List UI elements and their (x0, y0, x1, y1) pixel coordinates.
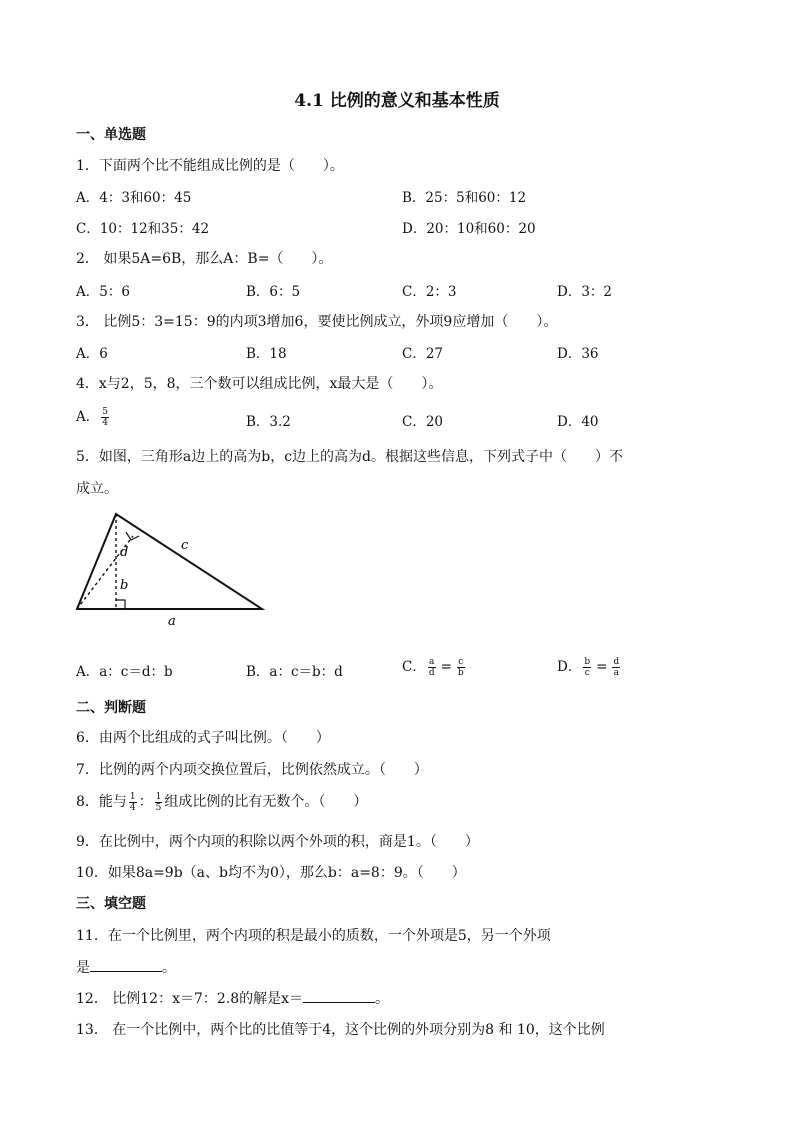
question-12 (76, 988, 389, 1008)
question-2-option-b: B．6：5 (246, 284, 301, 300)
fraction-denominator: 5 (155, 802, 162, 813)
question-5-option-d (557, 655, 622, 678)
question-13: 13． 在一个比例中，两个比的比值等于4，这个比例的外项分别为8 和 10，这个比例 (76, 1022, 605, 1038)
question-7: 7．比例的两个内项交换位置后，比例依然成立。（ ） (76, 762, 428, 778)
fraction-denominator: 4 (102, 418, 108, 428)
fraction-numerator: 1 (155, 791, 162, 802)
question-4-stem: 4．x与2，5，8，三个数可以组成比例，x最大是（ ）。 (76, 376, 443, 392)
answer-blank[interactable] (90, 959, 162, 972)
question-8-suffix: 组成比例的比有无数个。（ ） (164, 794, 368, 810)
question-9: 9．在比例中，两个内项的积除以两个外项的积，商是1。（ ） (76, 834, 479, 850)
question-11-prefix: 是 (76, 960, 90, 976)
page-title: 4.1 比例的意义和基本性质 (294, 91, 500, 111)
right-angle-mark-b (116, 600, 125, 609)
fraction-denominator: a (613, 668, 619, 678)
question-5-option-b: B．a：c＝b：d (246, 664, 343, 680)
fraction-a-d (428, 657, 436, 678)
question-11-line-2 (76, 957, 176, 977)
question-4-option-b: B．3.2 (246, 414, 291, 430)
question-2-option-c: C．2：3 (402, 284, 457, 300)
question-3-option-c: C．27 (402, 346, 444, 362)
question-8-prefix: 8．能与 (76, 794, 127, 810)
figure-label-d: d (120, 545, 129, 560)
ratio-colon: ： (138, 794, 153, 810)
fraction-numerator: 5 (102, 407, 108, 417)
triangle-outline (77, 514, 262, 609)
fraction-d-a (612, 657, 620, 678)
fraction-c-b (457, 657, 465, 678)
fraction-5-4 (101, 407, 109, 428)
question-3-option-a: A．6 (76, 346, 108, 362)
fraction-numerator: 1 (129, 791, 136, 802)
equals-sign: = (596, 659, 608, 675)
fraction-1-4 (129, 792, 137, 813)
question-12-prefix: 12． 比例12：x＝7：2.8的解是x＝ (76, 991, 304, 1007)
question-11-line-1: 11．在一个比例里，两个内项的积是最小的质数，一个外项是5，另一个外项 (76, 928, 551, 944)
answer-blank[interactable] (303, 990, 375, 1003)
question-1-option-b: B．25：5和60：12 (402, 190, 527, 206)
figure-label-b: b (120, 578, 129, 593)
fraction-b-c (583, 657, 591, 678)
question-3-option-d: D．36 (557, 346, 599, 362)
question-5-stem-line-2: 成立。 (76, 481, 118, 497)
question-2-option-a: A．5：6 (76, 284, 130, 300)
question-4-option-c: C．20 (402, 414, 444, 430)
option-a-prefix: A． (76, 409, 100, 425)
question-11-suffix: 。 (162, 960, 176, 976)
fraction-1-5 (155, 792, 163, 813)
section-heading-true-false: 二、判断题 (76, 700, 146, 716)
fraction-denominator: c (584, 668, 590, 678)
fraction-denominator: 4 (129, 802, 136, 813)
question-5-stem-line-1: 5．如图，三角形a边上的高为b，c边上的高为d。根据这些信息，下列式子中（ ）不 (76, 449, 624, 465)
question-1-option-d: D．20：10和60：20 (402, 221, 536, 237)
fraction-numerator: c (458, 657, 464, 667)
fraction-numerator: d (613, 657, 620, 667)
section-heading-single-choice: 一、单选题 (76, 127, 146, 143)
question-2-option-d: D．3：2 (557, 284, 613, 300)
question-3-stem: 3． 比例5：3=15：9的内项3增加6，要使比例成立，外项9应增加（ ）。 (76, 314, 558, 330)
figure-label-a: a (168, 614, 176, 629)
question-2-stem: 2． 如果5A=6B，那么A：B=（ ）。 (76, 251, 333, 267)
question-8 (76, 791, 367, 813)
equals-sign: = (440, 659, 452, 675)
question-1-option-c: C．10：12和35：42 (76, 221, 210, 237)
question-6: 6．由两个比组成的式子叫比例。（ ） (76, 730, 330, 746)
section-heading-fill-in: 三、填空题 (76, 896, 146, 912)
question-5-option-c (402, 655, 467, 678)
fraction-denominator: b (457, 668, 464, 678)
question-10: 10．如果8a=9b（a、b均不为0），那么b：a=8：9。（ ） (76, 865, 466, 881)
question-4-option-a (76, 405, 111, 428)
question-12-suffix: 。 (375, 991, 390, 1007)
question-5-option-a: A．a：c＝d：b (76, 664, 173, 680)
fraction-numerator: b (584, 657, 591, 667)
question-4-option-d: D．40 (557, 414, 599, 430)
figure-label-c: c (181, 538, 189, 553)
option-c-prefix: C． (402, 659, 426, 675)
question-3-option-b: B．18 (246, 346, 287, 362)
fraction-denominator: d (428, 668, 435, 678)
option-d-prefix: D． (557, 659, 582, 675)
question-1-stem: 1．下面两个比不能组成比例的是（ ）。 (76, 158, 344, 174)
triangle-figure (70, 506, 270, 631)
fraction-numerator: a (429, 657, 435, 667)
question-1-option-a: A．4：3和60：45 (76, 190, 192, 206)
